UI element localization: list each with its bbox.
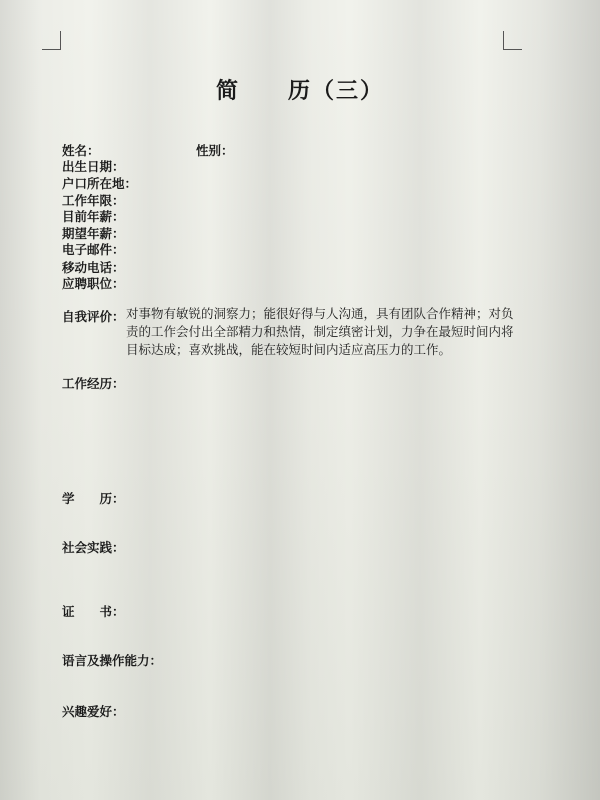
email-label: 电子邮件： [62, 242, 125, 257]
name-label: 姓名： [62, 143, 100, 158]
education-label: 学 历： [62, 491, 125, 506]
self-evaluation-label: 自我评价： [62, 309, 125, 324]
birth-date-label: 出生日期： [62, 159, 125, 174]
work-experience-label: 工作经历： [62, 376, 125, 391]
gender-label: 性别： [196, 143, 234, 158]
language-skills-label: 语言及操作能力： [62, 653, 163, 668]
expected-salary-label: 期望年薪： [62, 226, 125, 241]
document-title: 简 历（三） [215, 78, 384, 104]
work-years-label: 工作年限： [62, 193, 125, 208]
position-label: 应聘职位： [62, 276, 125, 291]
page-corner-mark-top-left [42, 31, 61, 50]
hukou-label: 户口所在地： [62, 176, 138, 191]
certificates-label: 证 书： [62, 604, 125, 619]
mobile-label: 移动电话： [62, 260, 125, 275]
self-evaluation-text: 对事物有敏锐的洞察力；能很好得与人沟通，具有团队合作精神；对负责的工作会付出全部精力和热情，制定缜密计划，力争在最短时间内将目标达成；喜欢挑战，能在较短时间内适应高压力的工作。 [126, 306, 514, 357]
current-salary-label: 目前年薪： [62, 209, 125, 224]
social-practice-label: 社会实践： [62, 540, 125, 555]
page-corner-mark-top-right [503, 31, 522, 50]
hobbies-label: 兴趣爱好： [62, 704, 125, 719]
